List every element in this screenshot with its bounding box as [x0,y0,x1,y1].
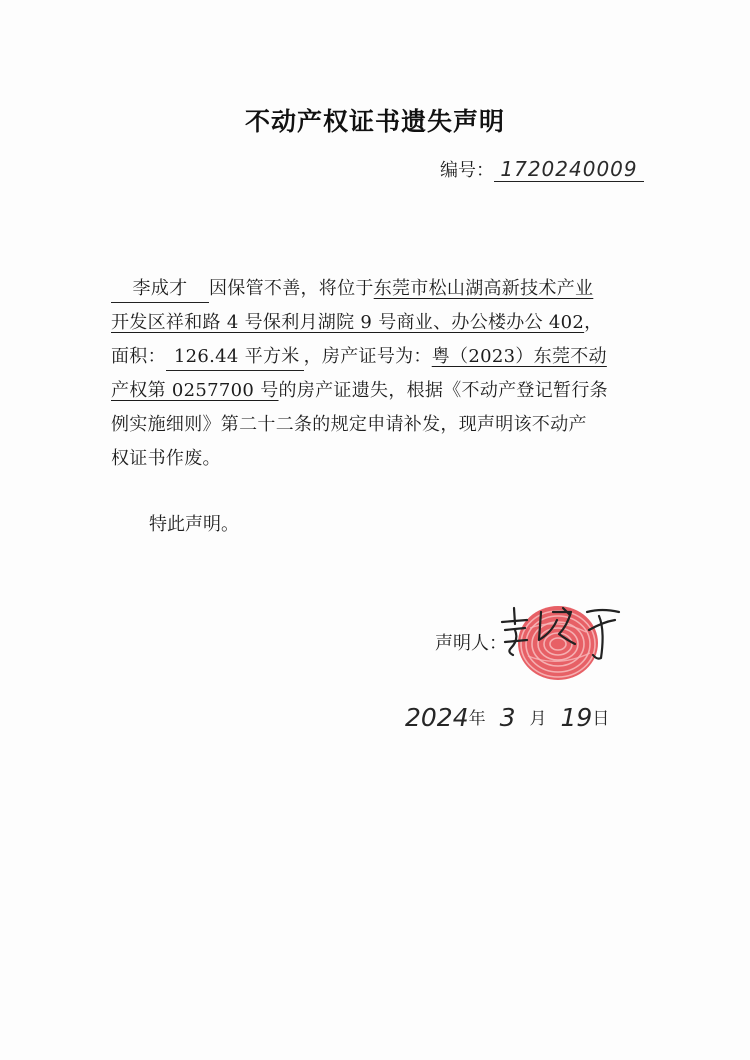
body-line-5 [111,408,646,442]
handwritten-date [405,703,645,732]
body-text-segment: ， [584,312,603,333]
serial-value-handwritten: 1720240009 [494,157,644,182]
date-day-unit: 日 [592,709,610,729]
body-line-3 [111,340,646,374]
property-address-cont: 开发区祥和路 4 号保利月湖院 9 号商业、办公楼办公 402 [111,312,585,333]
body-text-segment: 例实施细则》第二十二条的规定申请补发，现声明该不动产 [111,414,587,435]
document-title: 不动产权证书遗失声明 [244,107,505,136]
body-line-6 [111,442,646,476]
body-line-2 [111,306,646,340]
area-label: 面积： [111,346,166,367]
serial-number [440,156,644,182]
date-month: 3 [499,703,516,732]
date-day: 19 [560,703,593,732]
body-text-segment: 的房产证遗失，根据《不动产登记暂行条 [278,380,608,401]
handwritten-signature [497,600,632,665]
date-year-unit: 年 [468,709,486,729]
body-text-segment: ，房产证号为： [303,346,432,367]
serial-label: 编号： [440,160,494,181]
body-line-1 [111,272,646,306]
declaration-body [111,272,646,476]
body-text-segment: 因保管不善，将位于 [209,278,374,299]
closing-statement: 特此声明。 [149,514,239,535]
body-text-segment: 权证书作废。 [111,448,221,469]
owner-name: 李成才 [111,276,209,303]
property-address: 东莞市松山湖高新技术产业 [373,278,594,299]
date-month-unit: 月 [529,709,547,729]
body-line-4 [111,374,646,408]
declarant-label: 声明人： [435,633,507,654]
area-value: 126.44 平方米 [166,344,304,371]
certificate-number: 粤（2023）东莞不动 [431,346,607,367]
certificate-number-cont: 产权第 0257700 号 [111,380,279,401]
date-year: 2024 [405,703,469,732]
